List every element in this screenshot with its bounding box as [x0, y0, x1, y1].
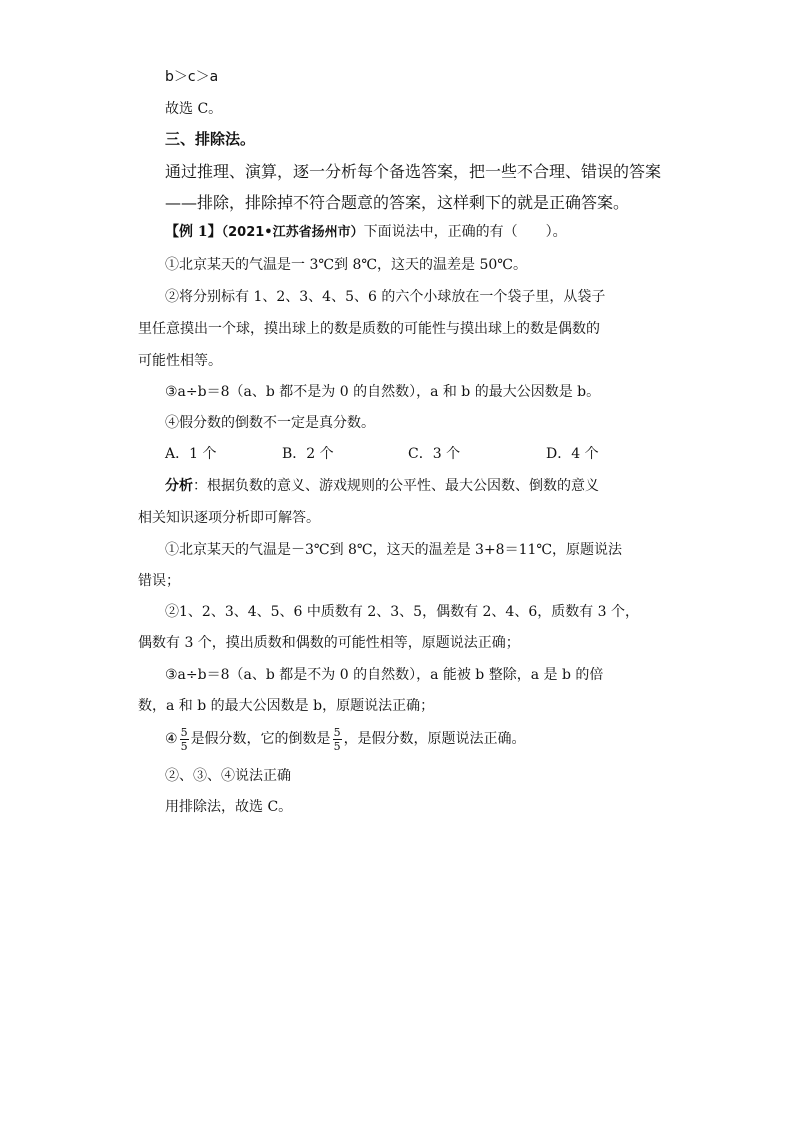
option-d: D．4 个	[546, 446, 599, 462]
fraction-five-fifths	[180, 727, 189, 752]
statement-2-cont: 里任意摸出一个球，摸出球上的数是质数的可能性与摸出球上的数是偶数的	[138, 321, 600, 337]
text-line: 通过推理、演算，逐一分析每个备选答案，把一些不合理、错误的答案	[165, 162, 662, 181]
circled-four: ④	[165, 731, 178, 747]
statement-4: ④假分数的倒数不一定是真分数。	[165, 415, 375, 431]
answer-line: ①北京某天的气温是－3℃到 8℃，这天的温差是 3+8＝11℃，原题说法	[165, 542, 623, 558]
option-b: B．2 个	[282, 446, 334, 462]
analysis-label: 分析	[165, 478, 193, 494]
analysis-line: 相关知识逐项分析即可解答。	[138, 510, 320, 526]
example-label: 【例 1】	[165, 224, 222, 240]
analysis-line	[165, 475, 599, 495]
example-source: （2021•江苏省扬州市）	[221, 225, 364, 240]
answer-line: ③a÷b＝8（a、b 都是不为 0 的自然数），a 能被 b 整除，a 是 b 的倍	[165, 667, 604, 683]
fraction-five-fifths	[333, 727, 342, 752]
answer-text: ，是假分数，原题说法正确。	[343, 731, 526, 747]
fraction-numerator: 5	[180, 725, 188, 739]
fraction-denominator: 5	[333, 739, 341, 753]
fraction-numerator: 5	[333, 725, 341, 739]
statement-1: ①北京某天的气温是一 3℃到 8℃，这天的温差是 50℃。	[165, 257, 527, 273]
answer-text: 是假分数，它的倒数是	[190, 731, 331, 747]
answer-options	[165, 443, 599, 463]
statement-2-cont: 可能性相等。	[138, 353, 222, 369]
answer-line: 数，a 和 b 的最大公因数是 b，原题说法正确；	[138, 698, 435, 714]
answer-line: 错误；	[138, 573, 180, 589]
answer-line: 偶数有 3 个，摸出质数和偶数的可能性相等，原题说法正确；	[138, 635, 520, 651]
fraction-denominator: 5	[180, 739, 188, 753]
text-line: ——排除，排除掉不符合题意的答案，这样剩下的就是正确答案。	[165, 193, 630, 212]
option-a: A．1 个	[165, 446, 217, 462]
example-heading	[165, 221, 567, 241]
answer-line-fraction	[165, 726, 526, 752]
statement-3: ③a÷b＝8（a、b 都不是为 0 的自然数），a 和 b 的最大公因数是 b。	[165, 384, 601, 400]
text-line: 故选 C。	[165, 101, 223, 117]
statement-2: ②将分别标有 1、2、3、4、5、6 的六个小球放在一个袋子里，从袋子	[165, 289, 606, 305]
answer-line: ②1、2、3、4、5、6 中质数有 2、3、5，偶数有 2、4、6，质数有 3 个，	[165, 604, 640, 620]
conclusion-line: ②、③、④说法正确	[165, 768, 291, 784]
conclusion-line: 用排除法，故选 C。	[165, 799, 293, 815]
option-c: C．3 个	[408, 446, 461, 462]
analysis-text: ：根据负数的意义、游戏规则的公平性、最大公因数、倒数的意义	[193, 478, 599, 494]
section-heading: 三、排除法。	[165, 130, 256, 148]
example-question: 下面说法中，正确的有（ ）。	[363, 224, 567, 240]
text-line: b＞c＞a	[165, 69, 219, 85]
